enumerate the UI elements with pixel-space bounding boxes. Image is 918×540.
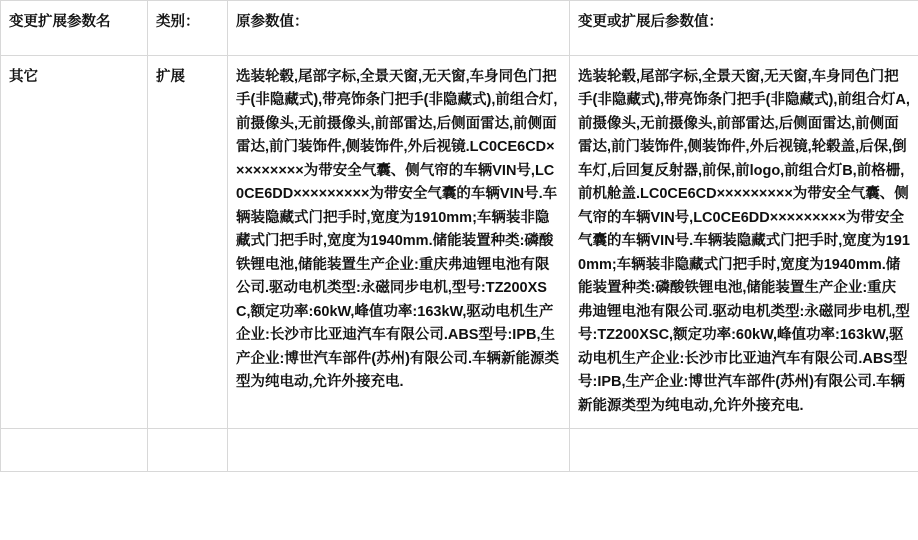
cell-category: 扩展: [148, 56, 228, 429]
table-header-row: [1, 1, 918, 56]
column-header-param-name: 变更扩展参数名: [1, 1, 148, 56]
table-row-empty: [1, 429, 918, 472]
column-header-category: 类别：: [148, 1, 228, 56]
cell-empty-original-value: [228, 429, 570, 472]
cell-empty-category: [148, 429, 228, 472]
column-header-changed-value: 变更或扩展后参数值：: [570, 1, 918, 56]
table-row: [1, 56, 918, 429]
cell-changed-value: 选装轮毂,尾部字标,全景天窗,无天窗,车身同色门把手(非隐藏式),带亮饰条门把手(非隐藏式),前组合灯A,前摄像头,无前摄像头,前部雷达,后侧面雷达,前侧面雷达,前门装饰件,侧装饰件,外后视镜,轮毂盖,后保,倒车灯,后回复反射器,前保,前logo,前组合灯B,前格栅,前机舱盖.LC0CE6CD×××××××××为带安全气囊、侧气帘的车辆VIN号,LC0CE6DD×××××××××为带安全气囊的车辆VIN号.车辆装隐藏式门把手时,宽度为1910mm;车辆装非隐藏式门把手时,宽度为1940mm.储能装置种类:磷酸铁锂电池,储能装置生产企业:重庆弗迪锂电池有限公司.驱动电机类型:永磁同步电机,型号:TZ200XSC,额定功率:60kW,峰值功率:163kW,驱动电机生产企业:长沙市比亚迪汽车有限公司.ABS型号:IPB,生产企业:博世汽车部件(苏州)有限公司.车辆新能源类型为纯电动,允许外接充电.: [570, 56, 918, 429]
cell-param-name: 其它: [1, 56, 148, 429]
column-header-original-value: 原参数值：: [228, 1, 570, 56]
cell-original-value: 选装轮毂,尾部字标,全景天窗,无天窗,车身同色门把手(非隐藏式),带亮饰条门把手(非隐藏式),前组合灯,前摄像头,无前摄像头,前部雷达,后侧面雷达,前侧面雷达,前门装饰件,侧装饰件,外后视镜.LC0CE6CD×××××××××为带安全气囊、侧气帘的车辆VIN号,LC0CE6DD×××××××××为带安全气囊的车辆VIN号.车辆装隐藏式门把手时,宽度为1910mm;车辆装非隐藏式门把手时,宽度为1940mm.储能装置种类:磷酸铁锂电池,储能装置生产企业:重庆弗迪锂电池有限公司.驱动电机类型:永磁同步电机,型号:TZ200XSC,额定功率:60kW,峰值功率:163kW,驱动电机生产企业:长沙市比亚迪汽车有限公司.ABS型号:IPB,生产企业:博世汽车部件(苏州)有限公司.车辆新能源类型为纯电动,允许外接充电.: [228, 56, 570, 429]
cell-empty-changed-value: [570, 429, 918, 472]
cell-empty-param-name: [1, 429, 148, 472]
